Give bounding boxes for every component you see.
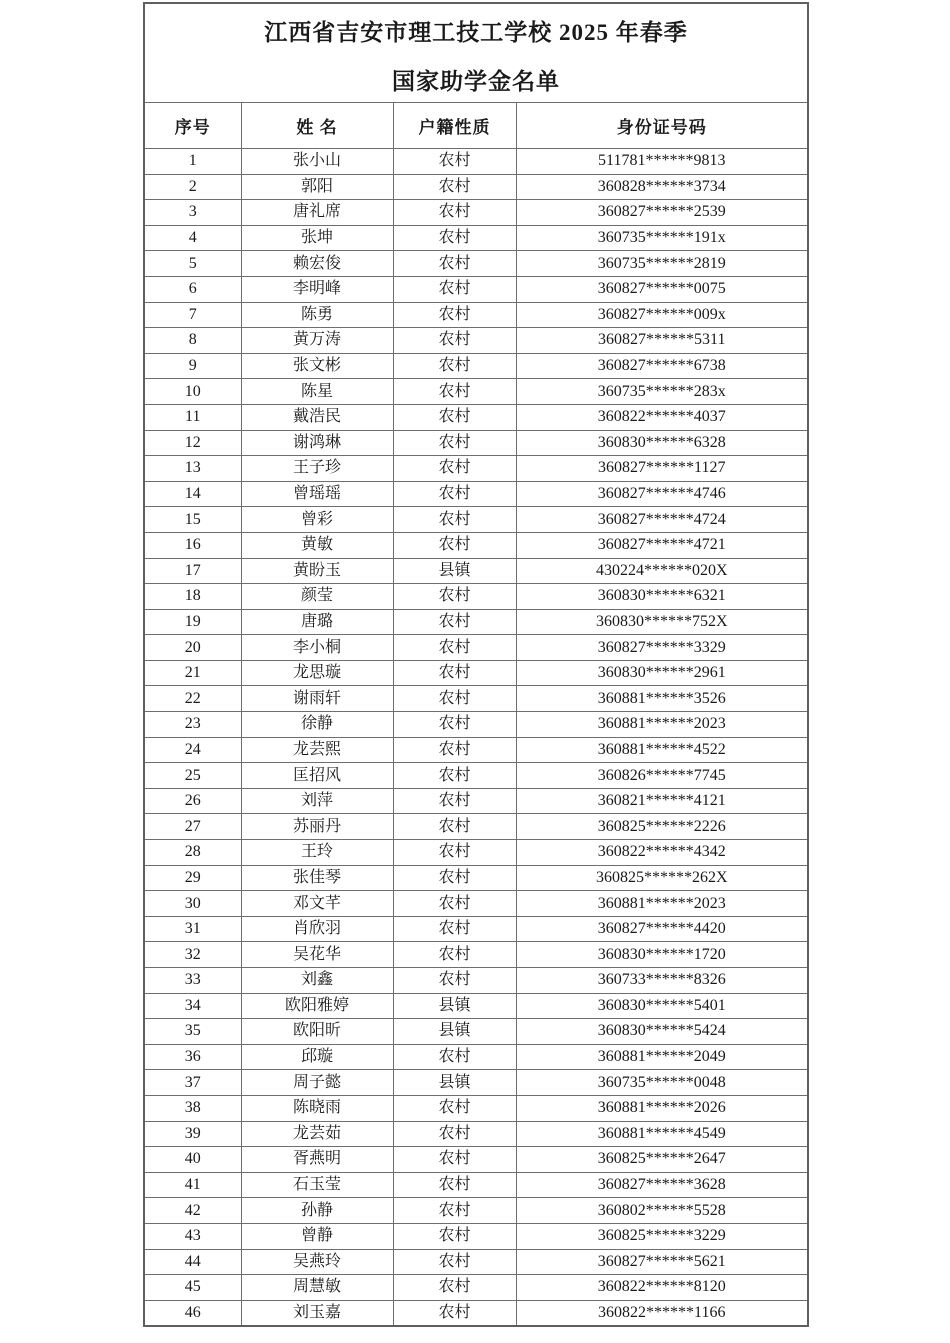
table-row	[144, 788, 808, 814]
name-cell: 陈勇	[241, 302, 393, 328]
id-number-cell: 360735******0048	[516, 1070, 808, 1096]
name-cell: 黄敏	[241, 532, 393, 558]
table-row	[144, 200, 808, 226]
table-row	[144, 609, 808, 635]
id-number-cell: 360825******262X	[516, 865, 808, 891]
id-number-cell: 360828******3734	[516, 174, 808, 200]
column-header-name: 姓 名	[241, 103, 393, 149]
id-number-cell: 360830******6328	[516, 430, 808, 456]
household-type-cell: 农村	[393, 891, 516, 917]
name-cell: 周慧敏	[241, 1275, 393, 1301]
name-cell: 刘玉嘉	[241, 1300, 393, 1326]
table-row	[144, 660, 808, 686]
id-number-cell: 360830******6321	[516, 584, 808, 610]
household-type-cell: 农村	[393, 328, 516, 354]
id-number-cell: 360827******4721	[516, 532, 808, 558]
name-cell: 曾瑶瑶	[241, 481, 393, 507]
household-type-cell: 农村	[393, 737, 516, 763]
row-number-cell: 18	[144, 584, 241, 610]
name-cell: 谢雨轩	[241, 686, 393, 712]
table-row	[144, 1249, 808, 1275]
row-number-cell: 7	[144, 302, 241, 328]
name-cell: 徐静	[241, 712, 393, 738]
name-cell: 邱璇	[241, 1044, 393, 1070]
table-row	[144, 763, 808, 789]
name-cell: 王玲	[241, 840, 393, 866]
name-cell: 张文彬	[241, 353, 393, 379]
table-row	[144, 1121, 808, 1147]
id-number-cell: 360802******5528	[516, 1198, 808, 1224]
table-row	[144, 1044, 808, 1070]
row-number-cell: 25	[144, 763, 241, 789]
name-cell: 吴花华	[241, 942, 393, 968]
row-number-cell: 24	[144, 737, 241, 763]
id-number-cell: 360881******2023	[516, 891, 808, 917]
name-cell: 周子懿	[241, 1070, 393, 1096]
table-row	[144, 968, 808, 994]
household-type-cell: 农村	[393, 251, 516, 277]
household-type-cell: 农村	[393, 430, 516, 456]
household-type-cell: 农村	[393, 635, 516, 661]
row-number-cell: 32	[144, 942, 241, 968]
household-type-cell: 农村	[393, 1275, 516, 1301]
household-type-cell: 农村	[393, 276, 516, 302]
household-type-cell: 农村	[393, 456, 516, 482]
row-number-cell: 16	[144, 532, 241, 558]
row-number-cell: 33	[144, 968, 241, 994]
name-cell: 匡招风	[241, 763, 393, 789]
name-cell: 颜莹	[241, 584, 393, 610]
household-type-cell: 农村	[393, 865, 516, 891]
row-number-cell: 4	[144, 225, 241, 251]
name-cell: 刘萍	[241, 788, 393, 814]
table-body	[144, 149, 808, 1326]
row-number-cell: 5	[144, 251, 241, 277]
row-number-cell: 10	[144, 379, 241, 405]
household-type-cell: 农村	[393, 481, 516, 507]
id-number-cell: 430224******020X	[516, 558, 808, 584]
household-type-cell: 农村	[393, 353, 516, 379]
household-type-cell: 农村	[393, 1095, 516, 1121]
household-type-cell: 农村	[393, 1249, 516, 1275]
id-number-cell: 360825******2226	[516, 814, 808, 840]
document-title-line2: 国家助学金名单	[392, 69, 560, 94]
table-row	[144, 865, 808, 891]
table-row	[144, 404, 808, 430]
name-cell: 吴燕玲	[241, 1249, 393, 1275]
row-number-cell: 27	[144, 814, 241, 840]
id-number-cell: 360826******7745	[516, 763, 808, 789]
table-row	[144, 1172, 808, 1198]
row-number-cell: 29	[144, 865, 241, 891]
column-header-id-number: 身份证号码	[516, 103, 808, 149]
id-number-cell: 360830******5401	[516, 993, 808, 1019]
household-type-cell: 农村	[393, 1147, 516, 1173]
table-row	[144, 353, 808, 379]
column-header-household: 户籍性质	[393, 103, 516, 149]
row-number-cell: 11	[144, 404, 241, 430]
name-cell: 肖欣羽	[241, 916, 393, 942]
household-type-cell: 农村	[393, 686, 516, 712]
household-type-cell: 县镇	[393, 558, 516, 584]
table-row	[144, 1275, 808, 1301]
household-type-cell: 农村	[393, 609, 516, 635]
id-number-cell: 360735******191x	[516, 225, 808, 251]
table-row	[144, 481, 808, 507]
row-number-cell: 38	[144, 1095, 241, 1121]
row-number-cell: 14	[144, 481, 241, 507]
id-number-cell: 360827******009x	[516, 302, 808, 328]
id-number-cell: 360881******2026	[516, 1095, 808, 1121]
table-row	[144, 891, 808, 917]
id-number-cell: 360822******8120	[516, 1275, 808, 1301]
name-cell: 王子珍	[241, 456, 393, 482]
household-type-cell: 县镇	[393, 1070, 516, 1096]
table-header-row	[144, 103, 808, 149]
id-number-cell: 360827******3628	[516, 1172, 808, 1198]
table-row	[144, 712, 808, 738]
id-number-cell: 360735******2819	[516, 251, 808, 277]
table-row	[144, 584, 808, 610]
name-cell: 苏丽丹	[241, 814, 393, 840]
row-number-cell: 13	[144, 456, 241, 482]
household-type-cell: 农村	[393, 200, 516, 226]
household-type-cell: 农村	[393, 507, 516, 533]
row-number-cell: 41	[144, 1172, 241, 1198]
table-row	[144, 737, 808, 763]
id-number-cell: 360822******1166	[516, 1300, 808, 1326]
table-row	[144, 1300, 808, 1326]
row-number-cell: 31	[144, 916, 241, 942]
household-type-cell: 农村	[393, 840, 516, 866]
id-number-cell: 360735******283x	[516, 379, 808, 405]
table-row	[144, 1147, 808, 1173]
row-number-cell: 2	[144, 174, 241, 200]
id-number-cell: 360830******5424	[516, 1019, 808, 1045]
name-cell: 黄盼玉	[241, 558, 393, 584]
column-header-index: 序号	[144, 103, 241, 149]
name-cell: 龙芸熙	[241, 737, 393, 763]
id-number-cell: 360827******5621	[516, 1249, 808, 1275]
household-type-cell: 农村	[393, 814, 516, 840]
id-number-cell: 360827******3329	[516, 635, 808, 661]
household-type-cell: 农村	[393, 916, 516, 942]
id-number-cell: 360827******0075	[516, 276, 808, 302]
id-number-cell: 360830******752X	[516, 609, 808, 635]
id-number-cell: 360825******3229	[516, 1223, 808, 1249]
name-cell: 龙思璇	[241, 660, 393, 686]
row-number-cell: 6	[144, 276, 241, 302]
name-cell: 欧阳昕	[241, 1019, 393, 1045]
id-number-cell: 360827******6738	[516, 353, 808, 379]
name-cell: 唐璐	[241, 609, 393, 635]
household-type-cell: 农村	[393, 379, 516, 405]
table-row	[144, 1070, 808, 1096]
household-type-cell: 农村	[393, 968, 516, 994]
table-row	[144, 225, 808, 251]
title-row	[144, 3, 808, 103]
name-cell: 张佳琴	[241, 865, 393, 891]
id-number-cell: 360881******2049	[516, 1044, 808, 1070]
table-row	[144, 276, 808, 302]
name-cell: 谢鸿琳	[241, 430, 393, 456]
name-cell: 张坤	[241, 225, 393, 251]
row-number-cell: 23	[144, 712, 241, 738]
row-number-cell: 36	[144, 1044, 241, 1070]
row-number-cell: 28	[144, 840, 241, 866]
row-number-cell: 15	[144, 507, 241, 533]
name-cell: 石玉莹	[241, 1172, 393, 1198]
name-cell: 陈星	[241, 379, 393, 405]
household-type-cell: 农村	[393, 1300, 516, 1326]
table-row	[144, 558, 808, 584]
row-number-cell: 40	[144, 1147, 241, 1173]
household-type-cell: 农村	[393, 942, 516, 968]
household-type-cell: 农村	[393, 1198, 516, 1224]
household-type-cell: 县镇	[393, 993, 516, 1019]
id-number-cell: 360733******8326	[516, 968, 808, 994]
household-type-cell: 农村	[393, 174, 516, 200]
table-row	[144, 251, 808, 277]
household-type-cell: 农村	[393, 1172, 516, 1198]
row-number-cell: 3	[144, 200, 241, 226]
row-number-cell: 21	[144, 660, 241, 686]
table-row	[144, 149, 808, 175]
name-cell: 张小山	[241, 149, 393, 175]
table-row	[144, 686, 808, 712]
table-row	[144, 456, 808, 482]
name-cell: 郭阳	[241, 174, 393, 200]
row-number-cell: 44	[144, 1249, 241, 1275]
row-number-cell: 37	[144, 1070, 241, 1096]
table-row	[144, 635, 808, 661]
table-row	[144, 174, 808, 200]
row-number-cell: 39	[144, 1121, 241, 1147]
row-number-cell: 30	[144, 891, 241, 917]
name-cell: 曾静	[241, 1223, 393, 1249]
row-number-cell: 22	[144, 686, 241, 712]
id-number-cell: 360827******4746	[516, 481, 808, 507]
row-number-cell: 45	[144, 1275, 241, 1301]
id-number-cell: 360830******1720	[516, 942, 808, 968]
household-type-cell: 农村	[393, 532, 516, 558]
row-number-cell: 34	[144, 993, 241, 1019]
table-row	[144, 507, 808, 533]
name-cell: 欧阳雅婷	[241, 993, 393, 1019]
id-number-cell: 360827******2539	[516, 200, 808, 226]
table-row	[144, 1019, 808, 1045]
name-cell: 黄万涛	[241, 328, 393, 354]
row-number-cell: 8	[144, 328, 241, 354]
name-cell: 胥燕明	[241, 1147, 393, 1173]
name-cell: 李小桐	[241, 635, 393, 661]
table-row	[144, 916, 808, 942]
name-cell: 邓文芊	[241, 891, 393, 917]
row-number-cell: 19	[144, 609, 241, 635]
name-cell: 陈晓雨	[241, 1095, 393, 1121]
id-number-cell: 360821******4121	[516, 788, 808, 814]
id-number-cell: 360881******2023	[516, 712, 808, 738]
table-row	[144, 430, 808, 456]
household-type-cell: 农村	[393, 404, 516, 430]
household-type-cell: 县镇	[393, 1019, 516, 1045]
row-number-cell: 26	[144, 788, 241, 814]
name-cell: 龙芸茹	[241, 1121, 393, 1147]
household-type-cell: 农村	[393, 1121, 516, 1147]
id-number-cell: 360827******4724	[516, 507, 808, 533]
table-row	[144, 942, 808, 968]
household-type-cell: 农村	[393, 225, 516, 251]
row-number-cell: 17	[144, 558, 241, 584]
table-row	[144, 1198, 808, 1224]
name-cell: 李明峰	[241, 276, 393, 302]
household-type-cell: 农村	[393, 1044, 516, 1070]
row-number-cell: 12	[144, 430, 241, 456]
row-number-cell: 9	[144, 353, 241, 379]
id-number-cell: 360881******4549	[516, 1121, 808, 1147]
table-row	[144, 814, 808, 840]
household-type-cell: 农村	[393, 788, 516, 814]
id-number-cell: 360822******4342	[516, 840, 808, 866]
row-number-cell: 35	[144, 1019, 241, 1045]
table-row	[144, 993, 808, 1019]
row-number-cell: 1	[144, 149, 241, 175]
id-number-cell: 360881******4522	[516, 737, 808, 763]
name-cell: 唐礼席	[241, 200, 393, 226]
household-type-cell: 农村	[393, 584, 516, 610]
name-cell: 孙静	[241, 1198, 393, 1224]
row-number-cell: 42	[144, 1198, 241, 1224]
household-type-cell: 农村	[393, 660, 516, 686]
id-number-cell: 360827******5311	[516, 328, 808, 354]
id-number-cell: 360830******2961	[516, 660, 808, 686]
name-cell: 戴浩民	[241, 404, 393, 430]
id-number-cell: 360822******4037	[516, 404, 808, 430]
table-row	[144, 302, 808, 328]
name-cell: 赖宏俊	[241, 251, 393, 277]
name-cell: 曾彩	[241, 507, 393, 533]
document-title-line1: 江西省吉安市理工技工学校 2025 年春季	[264, 20, 688, 45]
table-row	[144, 328, 808, 354]
household-type-cell: 农村	[393, 763, 516, 789]
id-number-cell: 360825******2647	[516, 1147, 808, 1173]
document-title	[144, 3, 808, 103]
name-cell: 刘鑫	[241, 968, 393, 994]
table-row	[144, 532, 808, 558]
id-number-cell: 511781******9813	[516, 149, 808, 175]
table-row	[144, 379, 808, 405]
id-number-cell: 360827******1127	[516, 456, 808, 482]
household-type-cell: 农村	[393, 712, 516, 738]
table-row	[144, 1095, 808, 1121]
id-number-cell: 360881******3526	[516, 686, 808, 712]
scholarship-table	[143, 2, 809, 1327]
household-type-cell: 农村	[393, 302, 516, 328]
row-number-cell: 43	[144, 1223, 241, 1249]
household-type-cell: 农村	[393, 1223, 516, 1249]
table-row	[144, 840, 808, 866]
id-number-cell: 360827******4420	[516, 916, 808, 942]
row-number-cell: 46	[144, 1300, 241, 1326]
row-number-cell: 20	[144, 635, 241, 661]
table-row	[144, 1223, 808, 1249]
household-type-cell: 农村	[393, 149, 516, 175]
